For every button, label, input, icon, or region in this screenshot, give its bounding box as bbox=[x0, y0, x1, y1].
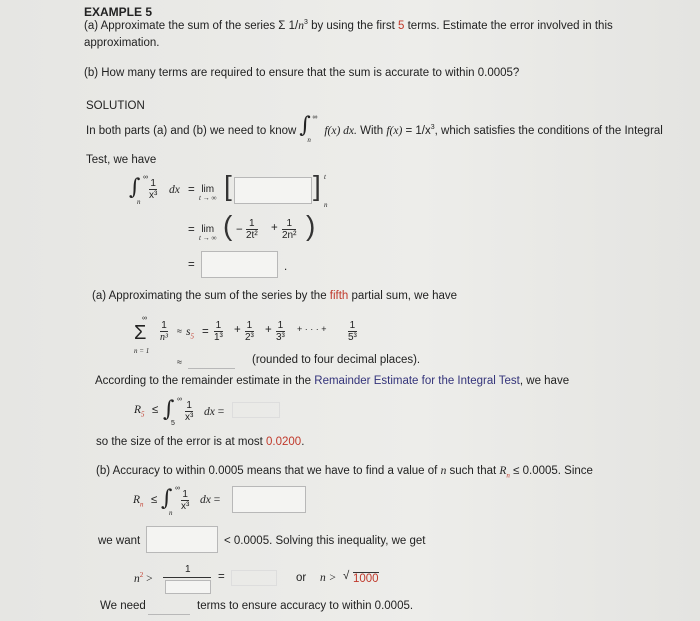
lim-sub: t → ∞ bbox=[199, 194, 217, 202]
numerator: 1 bbox=[215, 320, 222, 331]
rn bbox=[133, 494, 144, 508]
numerator: 1 bbox=[182, 489, 188, 500]
exp: 2 bbox=[139, 571, 144, 579]
term-1 bbox=[214, 320, 223, 343]
numerator: 1 bbox=[150, 178, 156, 189]
var: n bbox=[440, 465, 447, 477]
numerator: 1 bbox=[246, 320, 253, 331]
intro-text: In both parts (a) and (b) we need to know bbox=[86, 125, 297, 138]
equals: = bbox=[218, 571, 225, 583]
left-paren: ( bbox=[223, 210, 233, 241]
error-text bbox=[96, 436, 304, 448]
example-title: EXAMPLE 5 bbox=[84, 5, 153, 19]
integral-sign: ∫ bbox=[163, 397, 175, 422]
dx: dx bbox=[200, 494, 211, 506]
text: by using the first bbox=[307, 19, 398, 32]
fraction bbox=[282, 218, 296, 241]
integral-sign: ∫ bbox=[129, 175, 141, 200]
upper-limit: ∞ bbox=[177, 396, 182, 403]
text: ≤ 0.0005. Since bbox=[509, 465, 593, 477]
highlight: fifth bbox=[329, 290, 349, 302]
limit bbox=[199, 185, 216, 203]
term-5 bbox=[348, 320, 357, 343]
numerator: 1 bbox=[349, 320, 356, 331]
term-2 bbox=[245, 320, 254, 343]
denominator: 2n² bbox=[282, 230, 297, 241]
problem-a-line2: approximation. bbox=[84, 37, 160, 49]
denominator: 1³ bbox=[214, 332, 223, 343]
var: n bbox=[298, 19, 304, 32]
equals: = bbox=[217, 406, 225, 418]
inline-integral bbox=[299, 113, 321, 144]
dx: dx bbox=[204, 406, 215, 418]
terms-needed-input[interactable] bbox=[148, 601, 190, 615]
term-3 bbox=[276, 320, 285, 343]
fraction bbox=[149, 178, 157, 201]
sub: 5 bbox=[190, 332, 194, 341]
fraction-bar bbox=[163, 577, 211, 578]
text: According to the remainder estimate in the bbox=[95, 375, 315, 387]
minus: − bbox=[236, 224, 243, 236]
n: n bbox=[134, 572, 140, 585]
rounded-note: (rounded to four decimal places). bbox=[252, 354, 421, 366]
fraction bbox=[246, 218, 258, 241]
plus: + bbox=[234, 324, 241, 336]
text: , which satisfies the conditions of the Integral bbox=[434, 125, 663, 138]
remainder-text bbox=[95, 375, 569, 387]
integral-value-input[interactable] bbox=[201, 251, 278, 278]
problem-a bbox=[84, 19, 613, 32]
problem-b: (b) How many terms are required to ensure that the sum is accurate to within 0.0005? bbox=[84, 67, 520, 79]
right-bracket: ] bbox=[313, 170, 321, 201]
dx bbox=[200, 494, 220, 506]
equals: = bbox=[188, 259, 195, 271]
denominator-input[interactable] bbox=[165, 580, 211, 594]
sum-upper: ∞ bbox=[142, 315, 147, 322]
denominator: x³ bbox=[149, 190, 158, 201]
text: , we have bbox=[519, 375, 570, 387]
upper-limit: ∞ bbox=[175, 485, 180, 492]
lim: lim bbox=[201, 224, 215, 235]
numerator: 1 bbox=[186, 400, 192, 411]
partial-sum-input[interactable] bbox=[188, 356, 235, 369]
R: R bbox=[134, 404, 142, 416]
denominator: 2t² bbox=[246, 230, 258, 241]
sum-lower: n = 1 bbox=[134, 347, 150, 355]
equals: = bbox=[213, 494, 221, 506]
le: ≤ bbox=[152, 404, 159, 416]
period: . bbox=[284, 261, 288, 273]
text: terms. Estimate the error involved in this bbox=[404, 19, 613, 32]
equals: = bbox=[202, 326, 209, 338]
right-paren: ) bbox=[306, 210, 316, 241]
R: R bbox=[133, 494, 141, 506]
bracket-lower: n bbox=[324, 201, 328, 209]
text: so the size of the error is at most bbox=[96, 436, 267, 448]
exp: 3 bbox=[430, 124, 435, 132]
le: ≤ bbox=[151, 494, 158, 506]
sub: n bbox=[140, 500, 144, 509]
numerator: 1 bbox=[246, 218, 258, 230]
lower-limit: n bbox=[307, 136, 311, 144]
r5 bbox=[134, 404, 145, 418]
numerator: 1 bbox=[282, 218, 296, 230]
sigma: Σ bbox=[134, 322, 147, 344]
fraction bbox=[181, 489, 189, 512]
sqrt-sign: √ bbox=[343, 570, 350, 582]
rn-integral-input[interactable] bbox=[232, 486, 306, 513]
lim-sub: t → ∞ bbox=[199, 234, 217, 242]
fx: f(x) bbox=[386, 125, 403, 138]
denominator: 5³ bbox=[348, 332, 357, 343]
want-suffix: < 0.0005. Solving this inequality, we get bbox=[224, 535, 426, 547]
integral-sign: ∫ bbox=[161, 486, 173, 511]
gt: > bbox=[146, 572, 153, 585]
intro-line2: Test, we have bbox=[86, 154, 157, 166]
dx: dx bbox=[169, 184, 180, 196]
text: partial sum, we have bbox=[348, 290, 458, 302]
text: (a) Approximating the sum of the series by the bbox=[92, 290, 330, 302]
upper-limit: ∞ bbox=[312, 114, 318, 121]
frac-num: 1 bbox=[185, 564, 191, 575]
denominator: 3³ bbox=[276, 332, 285, 343]
remainder-input[interactable] bbox=[232, 402, 280, 418]
terms-count: 5 bbox=[398, 19, 405, 32]
remainder-estimate-link[interactable]: Remainder Estimate for the Integral Test bbox=[314, 375, 520, 387]
text: . bbox=[301, 436, 305, 448]
s5 bbox=[186, 326, 194, 340]
sub: 5 bbox=[141, 410, 145, 419]
we-want-label: we want bbox=[98, 535, 141, 547]
left-bracket: [ bbox=[224, 170, 232, 201]
upper-limit: ∞ bbox=[143, 174, 148, 181]
sub: n bbox=[506, 471, 510, 480]
text: (b) Accuracy to within 0.0005 means that we have to find a value of bbox=[96, 465, 441, 477]
bracket-upper: t bbox=[324, 173, 326, 181]
denominator: x³ bbox=[181, 501, 190, 512]
we-need-label: We need bbox=[100, 600, 146, 612]
text: = 1/x bbox=[402, 125, 431, 138]
dx bbox=[204, 406, 224, 418]
lower-limit: 5 bbox=[171, 420, 175, 427]
antiderivative-input[interactable] bbox=[234, 177, 312, 204]
approx: ≈ bbox=[177, 326, 182, 336]
n-squared-value-input[interactable] bbox=[231, 570, 277, 586]
plus: + bbox=[265, 324, 272, 336]
lim: lim bbox=[201, 184, 215, 195]
equals: = bbox=[188, 184, 195, 196]
part-a-intro bbox=[92, 290, 457, 302]
exp: 3 bbox=[303, 19, 308, 26]
n-gt: n > bbox=[320, 572, 337, 584]
s: s bbox=[186, 326, 191, 338]
integral-sign: ∫ bbox=[299, 113, 311, 138]
fraction bbox=[185, 400, 193, 423]
text: such that bbox=[446, 465, 500, 477]
equals: = bbox=[188, 224, 195, 236]
denominator: x³ bbox=[185, 412, 194, 423]
denominator: 2³ bbox=[245, 332, 254, 343]
n-squared bbox=[134, 571, 153, 585]
text: (a) Approximate the sum of the series Σ 1/ bbox=[84, 19, 299, 32]
intro-line bbox=[86, 113, 663, 144]
limit bbox=[199, 225, 216, 243]
part-b-intro bbox=[96, 465, 593, 479]
plus: + bbox=[271, 222, 278, 234]
solution-heading: SOLUTION bbox=[86, 100, 145, 112]
dots: + · · · + bbox=[297, 324, 327, 334]
approx: ≈ bbox=[177, 357, 182, 367]
sqrt-value: 1000 bbox=[353, 573, 379, 585]
need-suffix: terms to ensure accuracy to within 0.0005. bbox=[197, 600, 414, 612]
error-value: 0.0200 bbox=[266, 436, 302, 448]
fraction: $\frac{1}{\text{n³}}$ bbox=[160, 320, 168, 343]
want-expression-input[interactable] bbox=[146, 526, 218, 553]
lower-limit: n bbox=[169, 509, 173, 517]
text: With bbox=[360, 125, 384, 138]
var: R bbox=[499, 465, 507, 477]
integrand: f(x) dx. bbox=[324, 125, 357, 138]
lower-limit: n bbox=[137, 198, 141, 206]
or-text: or bbox=[296, 572, 307, 584]
numerator: 1 bbox=[277, 320, 284, 331]
